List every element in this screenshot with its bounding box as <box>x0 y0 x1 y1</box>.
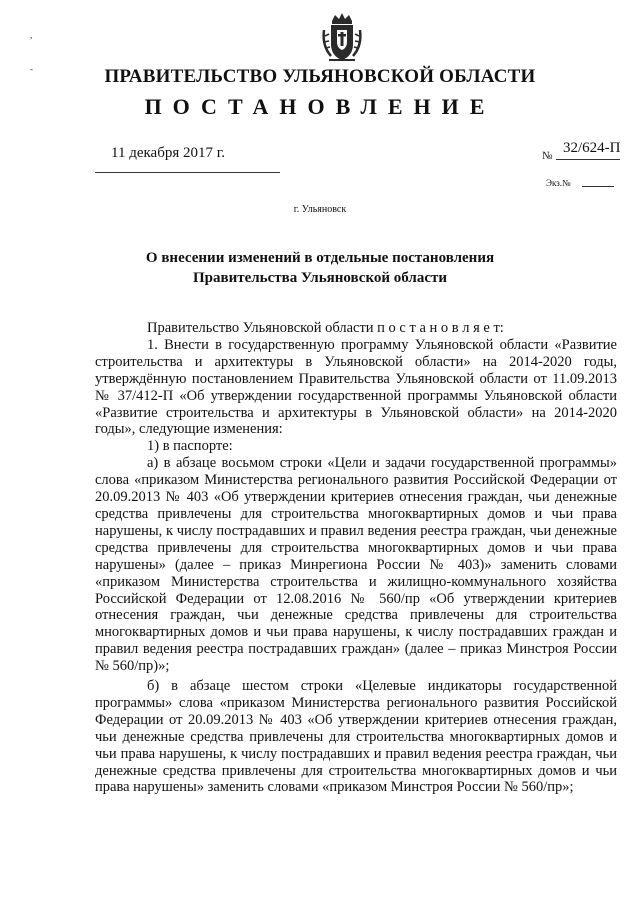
number-sign: № <box>542 150 553 162</box>
date-underline <box>95 172 280 173</box>
document-type: ПОСТАНОВЛЕНИЕ <box>144 94 496 119</box>
document-number: 32/624-П <box>563 140 621 156</box>
city-label: г. Ульяновск <box>293 204 347 215</box>
document-heading <box>120 248 520 288</box>
copy-number-underline <box>582 186 614 187</box>
copy-number-label: Экз.№ <box>546 178 571 188</box>
body-paragraph: а) в абзаце восьмом строки «Цели и задачи государственной программы» слова «приказом Министерства регионального развития Российской Федерации от 20.09.2013 № 403 «Об утверждении критериев отнесения граждан, чьи денежные средства привлечены для строительства многоквартирных домов и чьи права нарушены, к числу пострадавших и правил ведения реестра граждан, чьи денежные средства привлечены для строительства многоквартирных домов и чьи права нарушены» (далее – приказ Минрегиона России № 403)» заменить словами «приказом Министерства строительства и жилищно-коммунального хозяйства Российской Федерации от 12.08.2016 № 560/пр «Об утверждении критериев отнесения граждан, чьи денежные средства привлечены для строительства многоквартирных домов и чьи права нарушены, к числу пострадавших граждан и правил ведения реестра пострадавших граждан» (далее – приказ Минстроя России № 560/пр)»; <box>95 455 617 675</box>
body-paragraph: б) в абзаце шестом строки «Целевые индикаторы государственной программы» слова «приказом Министерства регионального развития Российской Федерации от 20.09.2013 № 403 «Об утверждении критериев отнесения граждан, чьи денежные средства привлечены для строительства многоквартирных домов и чьи права нарушены, к числу пострадавших и правил ведения реестра граждан, чьи денежные средства привлечены для строительства многоквартирных домов и чьи права нарушены» заменить словами «приказом Минстроя России № 560/пр»; <box>95 678 617 796</box>
heading-line: О внесении изменений в отдельные постановления <box>145 250 495 266</box>
scan-mark: , <box>30 30 33 40</box>
number-underline <box>556 159 620 160</box>
body-paragraph: 1. Внести в государственную программу Ульяновской области «Развитие строительства и архитектуры в Ульяновской области» на 2014-2020 годы, утверждённую постановлением Правительства Ульяновской области от 11.09.2013 № 37/412-П «Об утверждении государственной программы Ульяновской области «Развитие строительства и архитектуры в Ульяновской области» на 2014-2020 годы», следующие изменения: <box>95 336 617 438</box>
document-date: 11 декабря 2017 г. <box>111 145 225 161</box>
organization-title: ПРАВИТЕЛЬСТВО УЛЬЯНОВСКОЙ ОБЛАСТИ <box>104 66 536 87</box>
body-paragraph: 1) в паспорте: <box>147 438 233 455</box>
coat-of-arms-icon <box>320 12 364 64</box>
scan-mark: - <box>30 64 33 74</box>
document-body <box>95 320 617 796</box>
intro-paragraph: Правительство Ульяновской области п о с т а н о в л я е т: <box>147 320 504 336</box>
heading-line: Правительства Ульяновской области <box>192 270 448 286</box>
